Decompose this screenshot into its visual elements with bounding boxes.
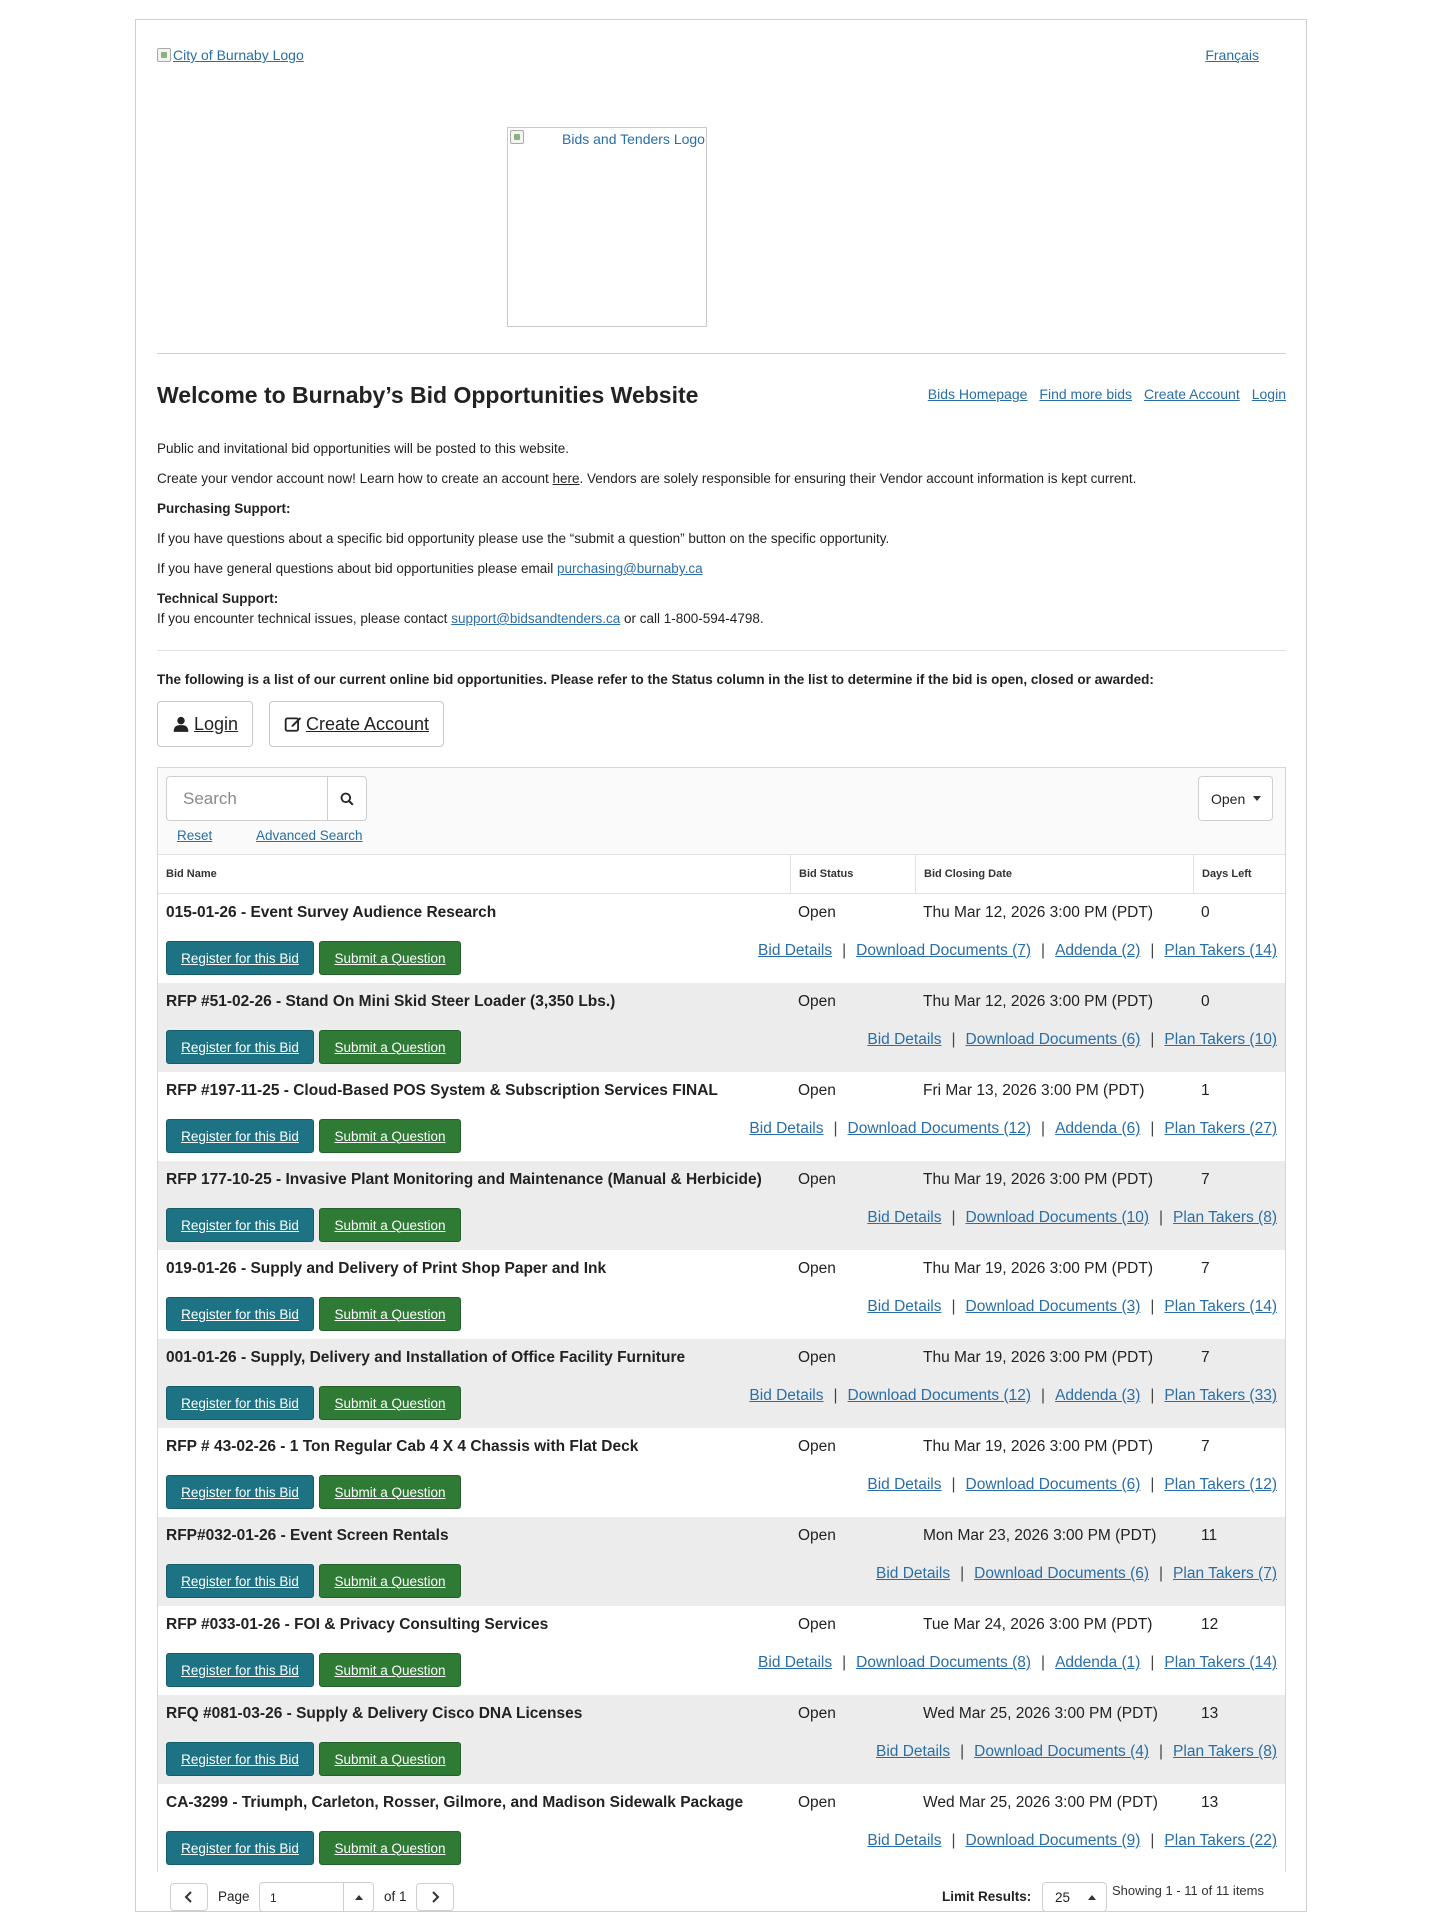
purchasing-heading: Purchasing Support:	[157, 501, 291, 516]
plan-takers-link[interactable]: Plan Takers (8)	[1173, 1743, 1277, 1760]
bids-table-body	[158, 894, 1285, 1873]
login-button-label: Login	[193, 713, 239, 734]
bid-status: Open	[798, 1705, 836, 1722]
login-link[interactable]: Login	[1251, 386, 1286, 402]
link-separator: |	[1041, 942, 1046, 959]
city-logo-alt: City of Burnaby Logo	[173, 47, 304, 63]
page-title: Welcome to Burnaby’s Bid Opportunities Website	[157, 382, 699, 408]
link-separator: |	[1150, 1298, 1155, 1315]
bid-details-link[interactable]: Bid Details	[758, 942, 833, 959]
bid-days-left: 12	[1201, 1616, 1219, 1633]
link-separator: |	[842, 942, 847, 959]
link-separator: |	[960, 1565, 965, 1582]
link-separator: |	[1150, 1387, 1155, 1404]
bid-name: 001-01-26 - Supply, Delivery and Installation of Office Facility Furniture	[166, 1349, 686, 1366]
bid-status: Open	[798, 1438, 836, 1455]
link-separator: |	[833, 1120, 838, 1137]
chevron-left-icon	[184, 1891, 194, 1903]
plan-takers-link[interactable]: Plan Takers (14)	[1164, 942, 1277, 959]
table-row	[158, 1606, 1285, 1695]
bid-days-left: 7	[1201, 1260, 1210, 1277]
bid-links	[867, 1476, 1277, 1494]
bid-closing-date: Thu Mar 19, 2026 3:00 PM (PDT)	[923, 1260, 1154, 1277]
link-separator: |	[1150, 1832, 1155, 1849]
page-frame	[135, 19, 1307, 1912]
bids-tenders-logo	[507, 127, 707, 327]
caret-up-icon	[1088, 1895, 1096, 1900]
bid-status: Open	[798, 1082, 836, 1099]
technical-post: or call 1-800-594-4798.	[620, 611, 764, 626]
bid-closing-date: Thu Mar 19, 2026 3:00 PM (PDT)	[923, 1438, 1154, 1455]
edit-icon	[284, 715, 302, 733]
purchasing-specific-text: If you have questions about a specific bid opportunity please use the “submit a question” button on the specific opportunity.	[157, 531, 890, 546]
table-row	[158, 1428, 1285, 1517]
reset-link[interactable]: Reset	[177, 828, 213, 843]
download-documents-link[interactable]: Download Documents (9)	[965, 1832, 1141, 1849]
status-filter-dropdown[interactable]	[1198, 776, 1273, 821]
bid-closing-date: Thu Mar 12, 2026 3:00 PM (PDT)	[923, 904, 1154, 921]
broken-image-icon	[510, 130, 524, 144]
link-separator: |	[1150, 1654, 1155, 1671]
download-documents-link[interactable]: Download Documents (6)	[965, 1031, 1141, 1048]
submit-question-button[interactable]: Submit a Question	[319, 1297, 461, 1331]
link-separator: |	[951, 1031, 956, 1048]
plan-takers-link[interactable]: Plan Takers (7)	[1173, 1565, 1277, 1582]
technical-text	[157, 611, 764, 626]
bid-details-link[interactable]: Bid Details	[867, 1298, 942, 1315]
register-bid-button[interactable]: Register for this Bid	[166, 1386, 314, 1420]
listing-notice: The following is a list of our current online bid opportunities. Please refer to the Status column in the list to determine if the bid is open, closed or awarded:	[157, 672, 1154, 687]
next-page-button[interactable]	[416, 1883, 454, 1911]
addenda-link[interactable]: Addenda (3)	[1055, 1387, 1141, 1404]
submit-question-button[interactable]: Submit a Question	[319, 1386, 461, 1420]
link-separator: |	[1150, 1476, 1155, 1493]
addenda-link[interactable]: Addenda (2)	[1055, 942, 1141, 959]
bids-listing	[157, 767, 1286, 1905]
addenda-link[interactable]: Addenda (6)	[1055, 1120, 1141, 1137]
limit-results-label: Limit Results:	[942, 1889, 1032, 1904]
bid-days-left: 0	[1201, 904, 1210, 921]
bid-days-left: 11	[1201, 1527, 1218, 1544]
bid-links	[867, 1298, 1277, 1316]
search-button[interactable]	[327, 776, 367, 821]
bid-links	[749, 1120, 1277, 1138]
register-bid-button[interactable]: Register for this Bid	[166, 1564, 314, 1598]
bid-links	[749, 1387, 1277, 1405]
bid-closing-date: Thu Mar 19, 2026 3:00 PM (PDT)	[923, 1171, 1154, 1188]
bid-days-left: 0	[1201, 993, 1210, 1010]
download-documents-link[interactable]: Download Documents (4)	[974, 1743, 1150, 1760]
bid-days-left: 7	[1201, 1171, 1210, 1188]
here-link[interactable]: here	[552, 471, 580, 486]
plan-takers-link[interactable]: Plan Takers (14)	[1164, 1654, 1277, 1671]
results-count: Showing 1 - 11 of 11 items	[1112, 1883, 1264, 1898]
bid-days-left: 13	[1201, 1794, 1219, 1811]
prev-page-button[interactable]	[170, 1883, 208, 1911]
register-bid-button[interactable]: Register for this Bid	[166, 1297, 314, 1331]
advanced-search-link[interactable]: Advanced Search	[256, 828, 363, 843]
plan-takers-link[interactable]: Plan Takers (12)	[1164, 1476, 1277, 1493]
plan-takers-link[interactable]: Plan Takers (22)	[1164, 1832, 1277, 1849]
bid-name: RFP#032-01-26 - Event Screen Rentals	[166, 1527, 449, 1544]
table-row	[158, 1339, 1285, 1428]
limit-results-dropdown[interactable]	[1042, 1882, 1107, 1912]
page-count-label: of 1	[384, 1889, 407, 1904]
submit-question-button[interactable]: Submit a Question	[319, 1831, 461, 1865]
link-separator: |	[1159, 1565, 1164, 1582]
link-separator: |	[960, 1743, 965, 1760]
bids-logo-alt: Bids and Tenders Logo	[562, 131, 705, 147]
register-bid-button[interactable]: Register for this Bid	[166, 1653, 314, 1687]
table-row	[158, 1161, 1285, 1250]
link-separator: |	[951, 1209, 956, 1226]
search-icon	[340, 792, 354, 806]
purchasing-email-link[interactable]: purchasing@burnaby.ca	[557, 561, 703, 576]
create-account-button[interactable]	[269, 701, 444, 747]
search-input[interactable]: Search	[166, 776, 327, 821]
register-bid-button[interactable]: Register for this Bid	[166, 1475, 314, 1509]
bid-name: 019-01-26 - Supply and Delivery of Print Shop Paper and Ink	[166, 1260, 607, 1277]
bid-status: Open	[798, 993, 836, 1010]
plan-takers-link[interactable]: Plan Takers (14)	[1164, 1298, 1277, 1315]
bid-closing-date: Tue Mar 24, 2026 3:00 PM (PDT)	[923, 1616, 1153, 1633]
link-separator: |	[1041, 1387, 1046, 1404]
download-documents-link[interactable]: Download Documents (8)	[856, 1654, 1032, 1671]
column-header[interactable]: Bid Status	[790, 855, 915, 895]
bid-details-link[interactable]: Bid Details	[867, 1832, 942, 1849]
bid-details-link[interactable]: Bid Details	[749, 1120, 824, 1137]
user-icon	[172, 715, 190, 733]
bid-status: Open	[798, 1171, 836, 1188]
table-row	[158, 1250, 1285, 1339]
bid-closing-date: Wed Mar 25, 2026 3:00 PM (PDT)	[923, 1794, 1158, 1811]
link-separator: |	[951, 1476, 956, 1493]
link-separator: |	[1159, 1209, 1164, 1226]
bid-links	[867, 1832, 1277, 1850]
bid-closing-date: Thu Mar 12, 2026 3:00 PM (PDT)	[923, 993, 1154, 1010]
register-bid-button[interactable]: Register for this Bid	[166, 1208, 314, 1242]
submit-question-button[interactable]: Submit a Question	[319, 1119, 461, 1153]
technical-pre: If you encounter technical issues, please contact	[157, 611, 452, 626]
table-row	[158, 1695, 1285, 1784]
create-post: . Vendors are solely responsible for ensuring their Vendor account information is kept current.	[579, 471, 1137, 486]
submit-question-button[interactable]: Submit a Question	[319, 1030, 461, 1064]
submit-question-button[interactable]: Submit a Question	[319, 1653, 461, 1687]
column-header[interactable]: Bid Closing Date	[915, 855, 1193, 895]
download-documents-link[interactable]: Download Documents (12)	[847, 1120, 1032, 1137]
bid-details-link[interactable]: Bid Details	[867, 1031, 942, 1048]
download-documents-link[interactable]: Download Documents (7)	[856, 942, 1032, 959]
bid-days-left: 1	[1201, 1082, 1210, 1099]
table-row	[158, 894, 1285, 983]
table-row	[158, 1784, 1285, 1873]
bid-closing-date: Mon Mar 23, 2026 3:00 PM (PDT)	[923, 1527, 1157, 1544]
submit-question-button[interactable]: Submit a Question	[319, 1564, 461, 1598]
bid-details-link[interactable]: Bid Details	[867, 1476, 942, 1493]
page-label: Page	[218, 1889, 250, 1904]
submit-question-button[interactable]: Submit a Question	[319, 941, 461, 975]
bid-days-left: 7	[1201, 1349, 1210, 1366]
caret-up-icon	[355, 1895, 363, 1900]
plan-takers-link[interactable]: Plan Takers (10)	[1164, 1031, 1277, 1048]
link-separator: |	[1150, 942, 1155, 959]
register-bid-button[interactable]: Register for this Bid	[166, 1831, 314, 1865]
bid-days-left: 13	[1201, 1705, 1219, 1722]
register-bid-button[interactable]: Register for this Bid	[166, 1119, 314, 1153]
link-separator: |	[1041, 1120, 1046, 1137]
find-more-bids-link[interactable]: Find more bids	[1039, 386, 1132, 402]
purchasing-general-pre: If you have general questions about bid opportunities please email	[157, 561, 558, 576]
link-separator: |	[1041, 1654, 1046, 1671]
link-separator: |	[1159, 1743, 1164, 1760]
bid-status: Open	[798, 1349, 836, 1366]
bid-status: Open	[798, 1527, 836, 1544]
bid-details-link[interactable]: Bid Details	[749, 1387, 824, 1404]
bid-status: Open	[798, 1260, 836, 1277]
link-separator: |	[833, 1387, 838, 1404]
chevron-right-icon	[430, 1891, 440, 1903]
plan-takers-link[interactable]: Plan Takers (33)	[1164, 1387, 1277, 1404]
link-separator: |	[842, 1654, 847, 1671]
login-button[interactable]	[157, 701, 253, 747]
register-bid-button[interactable]: Register for this Bid	[166, 1030, 314, 1064]
create-account-text	[157, 471, 1136, 486]
column-header[interactable]: Bid Name	[166, 868, 217, 880]
table-row	[158, 1517, 1285, 1606]
submit-question-button[interactable]: Submit a Question	[319, 1475, 461, 1509]
bid-name: RFQ #081-03-26 - Supply & Delivery Cisco DNA Licenses	[166, 1705, 583, 1722]
bid-details-link[interactable]: Bid Details	[876, 1565, 951, 1582]
addenda-link[interactable]: Addenda (1)	[1055, 1654, 1141, 1671]
submit-question-button[interactable]: Submit a Question	[319, 1742, 461, 1776]
plan-takers-link[interactable]: Plan Takers (27)	[1164, 1120, 1277, 1137]
link-separator: |	[951, 1832, 956, 1849]
divider	[157, 353, 1286, 354]
city-logo[interactable]	[157, 47, 304, 63]
bid-links	[867, 1209, 1277, 1227]
bid-name: CA-3299 - Triumph, Carleton, Rosser, Gilmore, and Madison Sidewalk Package	[166, 1794, 744, 1811]
bid-links	[876, 1743, 1277, 1761]
bid-name: RFP #197-11-25 - Cloud-Based POS System & Subscription Services FINAL	[166, 1082, 718, 1099]
caret-down-icon	[1253, 796, 1261, 801]
top-nav	[928, 386, 1286, 402]
page-number-value: 1	[270, 1891, 277, 1905]
bid-links	[758, 1654, 1277, 1672]
bid-name: 015-01-26 - Event Survey Audience Research	[166, 904, 497, 921]
support-email-link[interactable]: support@bidsandtenders.ca	[451, 611, 621, 626]
bid-name: RFP # 43-02-26 - 1 Ton Regular Cab 4 X 4 Chassis with Flat Deck	[166, 1438, 639, 1455]
technical-heading: Technical Support:	[157, 591, 279, 606]
submit-question-button[interactable]: Submit a Question	[319, 1208, 461, 1242]
page-number-input[interactable]	[259, 1882, 374, 1912]
register-bid-button[interactable]: Register for this Bid	[166, 1742, 314, 1776]
status-filter-value: Open	[1211, 790, 1246, 807]
create-account-link[interactable]: Create Account	[1144, 386, 1240, 402]
language-link[interactable]: Français	[1205, 47, 1259, 63]
limit-results-value: 25	[1055, 1889, 1071, 1905]
create-pre: Create your vendor account now! Learn how to create an account	[157, 471, 553, 486]
intro-text: Public and invitational bid opportunities will be posted to this website.	[157, 441, 569, 456]
bid-details-link[interactable]: Bid Details	[758, 1654, 833, 1671]
bid-status: Open	[798, 1616, 836, 1633]
plan-takers-link[interactable]: Plan Takers (8)	[1173, 1209, 1277, 1226]
broken-image-icon	[157, 48, 171, 62]
bid-details-link[interactable]: Bid Details	[876, 1743, 951, 1760]
bid-closing-date: Thu Mar 19, 2026 3:00 PM (PDT)	[923, 1349, 1154, 1366]
divider	[157, 650, 1286, 651]
bid-links	[867, 1031, 1277, 1049]
column-header[interactable]: Days Left	[1193, 855, 1285, 895]
bid-closing-date: Wed Mar 25, 2026 3:00 PM (PDT)	[923, 1705, 1158, 1722]
download-documents-link[interactable]: Download Documents (6)	[974, 1565, 1150, 1582]
download-documents-link[interactable]: Download Documents (12)	[847, 1387, 1032, 1404]
download-documents-link[interactable]: Download Documents (10)	[965, 1209, 1150, 1226]
register-bid-button[interactable]: Register for this Bid	[166, 941, 314, 975]
bid-status: Open	[798, 1794, 836, 1811]
create-account-button-label: Create Account	[305, 713, 430, 734]
page-spinner[interactable]	[343, 1883, 373, 1911]
bid-links	[758, 942, 1277, 960]
bid-days-left: 7	[1201, 1438, 1210, 1455]
bid-links	[876, 1565, 1277, 1583]
table-header	[158, 854, 1285, 894]
bid-closing-date: Fri Mar 13, 2026 3:00 PM (PDT)	[923, 1082, 1145, 1099]
bids-homepage-link[interactable]: Bids Homepage	[927, 386, 1028, 402]
link-separator: |	[1150, 1031, 1155, 1048]
bid-name: RFP 177-10-25 - Invasive Plant Monitoring and Maintenance (Manual & Herbicide)	[166, 1171, 762, 1188]
download-documents-link[interactable]: Download Documents (6)	[965, 1476, 1141, 1493]
bid-status: Open	[798, 904, 836, 921]
table-row	[158, 983, 1285, 1072]
link-separator: |	[951, 1298, 956, 1315]
bid-details-link[interactable]: Bid Details	[867, 1209, 942, 1226]
bid-name: RFP #51-02-26 - Stand On Mini Skid Steer Loader (3,350 Lbs.)	[166, 993, 616, 1010]
table-row	[158, 1072, 1285, 1161]
link-separator: |	[1150, 1120, 1155, 1137]
download-documents-link[interactable]: Download Documents (3)	[965, 1298, 1141, 1315]
bid-name: RFP #033-01-26 - FOI & Privacy Consulting Services	[166, 1616, 549, 1633]
purchasing-general-text	[157, 561, 703, 576]
